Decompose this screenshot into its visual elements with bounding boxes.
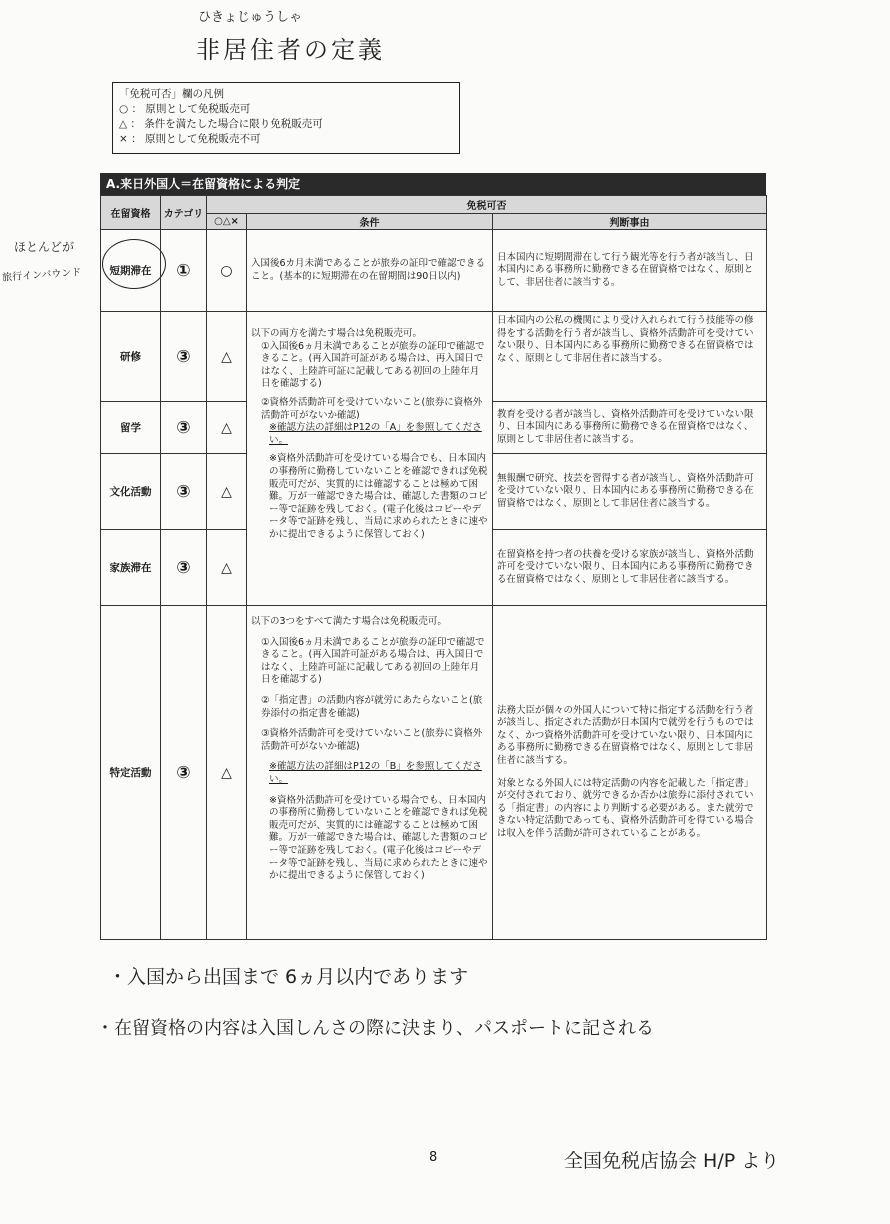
furigana-note: ひきょじゅうしゃ	[198, 10, 303, 25]
row-status: 研修	[101, 312, 161, 402]
row-category: ③	[161, 312, 207, 402]
condition-text: 以下の3つをすべて満たす場合は免税販売可。	[251, 616, 447, 627]
condition-text: ③資格外活動許可を受けていないこと(旅券に資格外活動許可がないか確認)	[261, 728, 483, 752]
header-mark: ○△×	[207, 214, 247, 230]
row-mark: △	[207, 454, 247, 530]
side-note-2: 旅行インバウンド	[1, 267, 82, 284]
reason-text: 教育を受ける者が該当し、資格外活動許可を受けていない限り、日本国内にある事務所に勤務できる在留資格ではなく、原則として非居住者に該当する。	[497, 408, 754, 445]
condition-text: 以下の両方を満たす場合は免税販売可。	[251, 328, 423, 339]
row-reason	[493, 402, 767, 454]
header-category: カテゴリ	[161, 196, 207, 230]
shared-condition	[247, 312, 493, 606]
row-condition	[247, 230, 493, 312]
condition-reference: ※確認方法の詳細はP12の「A」を参照してください。	[269, 422, 482, 446]
legend-box	[112, 82, 460, 154]
table-row	[101, 606, 767, 940]
reason-text: 法務大臣が個々の外国人について特に指定する活動を行う者が該当し、指定された活動が日本国内で就労を行うものではなく、かつ資格外活動許可を受けていない限り、日本国内にある事務所に勤務できる在留資格ではなく、原則として非居住者に該当する。	[497, 704, 754, 766]
header-condition: 条件	[247, 214, 493, 230]
row-category: ③	[161, 606, 207, 940]
bottom-note-2: ・在留資格の内容は入国しんさの際に決まり、パスポートに記される	[96, 1018, 654, 1039]
row-reason	[493, 454, 767, 530]
condition-text: ②「指定書」の活動内容が就労にあたらないこと(旅券添付の指定書を確認)	[261, 694, 483, 719]
reason-text: 対象となる外国人には特定活動の内容を記載した「指定書」が交付されており、就労できるか否かは旅券に添付されている「指定書」の内容により判断する必要がある。また就労できない特定活動であっても、資格外活動許可を得ている場合は収入を伴う活動が許可されていることがある。	[497, 777, 754, 839]
reason-text: 日本国内の公私の機関により受け入れられて行う技能等の修得をする活動を行う者が該当し、資格外活動許可を受けていない限り、日本国内にある事務所に勤務できる在留資格ではなく、原則として非居住者に該当する。	[497, 315, 754, 364]
legend-item: ○ ： 原則として免税販売可	[119, 103, 251, 115]
bottom-note-1: ・入国から出国まで 6ヵ月以内であります	[108, 966, 469, 988]
row-reason	[493, 312, 767, 402]
residence-status-table	[100, 195, 767, 940]
row-category: ③	[161, 454, 207, 530]
row-mark: △	[207, 402, 247, 454]
legend-item: × ： 原則として免税販売不可	[119, 133, 261, 145]
row-status: 留学	[101, 402, 161, 454]
row-mark: ○	[207, 230, 247, 312]
reason-text: 無報酬で研究、技芸を習得する者が該当し、資格外活動許可を受けていない限り、日本国内にある事務所に勤務できる在留資格ではなく、原則として非居住者に該当する。	[497, 472, 754, 509]
row-reason	[493, 530, 767, 606]
page-number: 8	[429, 1150, 438, 1165]
reason-text: 在留資格を持つ者の扶養を受ける家族が該当し、資格外活動許可を受けていない限り、日本国内にある事務所に勤務できる在留資格ではなく、原則として非居住者に該当する。	[497, 548, 754, 585]
handwritten-title: 非居住者の定義	[196, 36, 385, 64]
condition-text: ①入国後6ヵ月未満であることが旅券の証印で確認できること。(再入国許可証がある場合は、再入国日ではなく、上陸許可証に記載してある初回の上陸年月日を確認する)	[261, 340, 485, 390]
signature-note: 全国免税店協会 H/P より	[564, 1150, 780, 1172]
header-reason: 判断事由	[493, 214, 767, 230]
header-status: 在留資格	[101, 196, 161, 230]
row-condition	[247, 606, 493, 940]
condition-text: ②資格外活動許可を受けていないこと(旅券に資格外活動許可がないか確認)	[261, 396, 483, 421]
condition-text: 入国後6カ月未満であることが旅券の証印で確認できること。(基本的に短期滞在の在留期間は90日以内)	[251, 257, 486, 282]
row-category: ③	[161, 530, 207, 606]
row-status: 短期滞在	[101, 230, 161, 312]
row-mark: △	[207, 312, 247, 402]
header-taxfree: 免税可否	[207, 196, 767, 214]
legend-title: 「免税可否」欄の凡例	[119, 88, 224, 100]
table-row	[101, 230, 767, 312]
table-row	[101, 312, 767, 402]
row-category: ③	[161, 402, 207, 454]
row-mark: △	[207, 530, 247, 606]
side-note-1: ほとんどが	[14, 240, 75, 254]
condition-text: ①入国後6ヵ月未満であることが旅券の証印で確認できること。(再入国許可証がある場合は、再入国日ではなく、上陸許可証に記載してある初回の上陸年月日を確認する)	[261, 636, 485, 686]
row-mark: △	[207, 606, 247, 940]
row-reason	[493, 606, 767, 940]
condition-text: ※資格外活動許可を受けている場合でも、日本国内の事務所に勤務していないことを確認できれば免税販売可だが、実質的には確認することは極めて困難。万が一確認できた場合は、確認した書類のコピー等で証跡を残しておく。(電子化後はコピーやデータ等で証跡を残し、当局に求められたときに速やかに提出できるように保管しておく)	[269, 794, 488, 882]
section-title: A.来日外国人＝在留資格による判定	[100, 173, 766, 195]
row-status: 特定活動	[101, 606, 161, 940]
row-status: 家族滞在	[101, 530, 161, 606]
row-category: ①	[161, 230, 207, 312]
row-reason	[493, 230, 767, 312]
row-status: 文化活動	[101, 454, 161, 530]
condition-reference: ※確認方法の詳細はP12の「B」を参照してください。	[269, 761, 482, 785]
legend-item: △ ： 条件を満たした場合に限り免税販売可	[119, 118, 323, 130]
reason-text: 日本国内に短期間滞在して行う観光等を行う者が該当し、日本国内にある事務所に勤務できる在留資格ではなく、原則として、非居住者に該当する。	[497, 251, 754, 288]
condition-text: ※資格外活動許可を受けている場合でも、日本国内の事務所に勤務していないことを確認できれば免税販売可だが、実質的には確認することは極めて困難。万が一確認できた場合は、確認した書類のコピー等で証跡を残しておく。(電子化後はコピーやデータ等で証跡を残し、当局に求められたときに速やかに提出できるように保管しておく)	[269, 453, 488, 540]
